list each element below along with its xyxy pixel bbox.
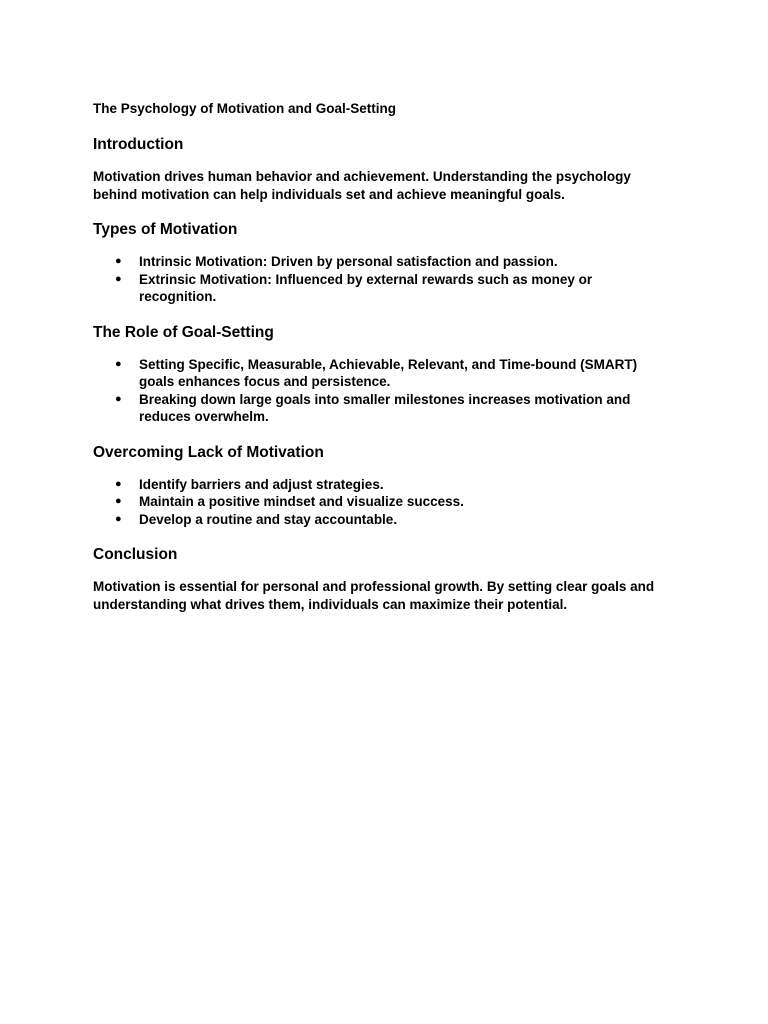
list-item-text: Intrinsic Motivation: Driven by personal satisfaction and passion. bbox=[139, 254, 558, 269]
list-item-text: Extrinsic Motivation: Influenced by external rewards such as money or recognition. bbox=[139, 271, 593, 304]
list-item-text: Maintain a positive mindset and visualize success. bbox=[139, 494, 464, 509]
heading-overcoming-lack-of-motivation: Overcoming Lack of Motivation bbox=[93, 443, 324, 461]
list-overcoming-lack-of-motivation bbox=[93, 476, 673, 529]
document-title: The Psychology of Motivation and Goal-Setting bbox=[93, 101, 397, 116]
list-item-text: Setting Specific, Measurable, Achievable, Relevant, and Time-bound (SMART) goals enhances focus and persistence. bbox=[139, 356, 638, 389]
bullet-icon: ● bbox=[115, 512, 122, 525]
bullet-icon: ● bbox=[115, 272, 122, 285]
heading-introduction: Introduction bbox=[93, 136, 184, 153]
list-item-text: Develop a routine and stay accountable. bbox=[139, 511, 398, 527]
paragraph-introduction: Motivation drives human behavior and achievement. Understanding the psychology behind motivation can help individuals set and achieve meaningful goals. bbox=[93, 169, 631, 202]
bullet-icon: ● bbox=[115, 495, 122, 507]
list-item bbox=[93, 356, 673, 391]
bullet-icon: ● bbox=[115, 392, 122, 405]
list-types-of-motivation bbox=[93, 253, 673, 306]
bullet-icon: ● bbox=[115, 255, 122, 267]
heading-conclusion: Conclusion bbox=[93, 546, 178, 563]
list-item bbox=[93, 511, 673, 529]
list-item bbox=[93, 253, 673, 271]
heading-types-of-motivation: Types of Motivation bbox=[93, 221, 238, 238]
list-item bbox=[93, 391, 673, 426]
list-item bbox=[93, 493, 673, 511]
list-item bbox=[93, 271, 673, 306]
paragraph-conclusion: Motivation is essential for personal and professional growth. By setting clear goals and understanding what drives them, individuals can maximize their potential. bbox=[93, 579, 655, 612]
bullet-icon: ● bbox=[115, 357, 122, 370]
list-item-text: Breaking down large goals into smaller milestones increases motivation and reduces overwhelm. bbox=[139, 391, 631, 424]
bullet-icon: ● bbox=[115, 477, 122, 490]
list-item-text: Identify barriers and adjust strategies. bbox=[139, 476, 384, 492]
heading-role-of-goal-setting: The Role of Goal-Setting bbox=[93, 323, 274, 341]
document-page bbox=[93, 100, 673, 613]
list-role-of-goal-setting bbox=[93, 356, 673, 426]
list-item bbox=[93, 476, 673, 494]
